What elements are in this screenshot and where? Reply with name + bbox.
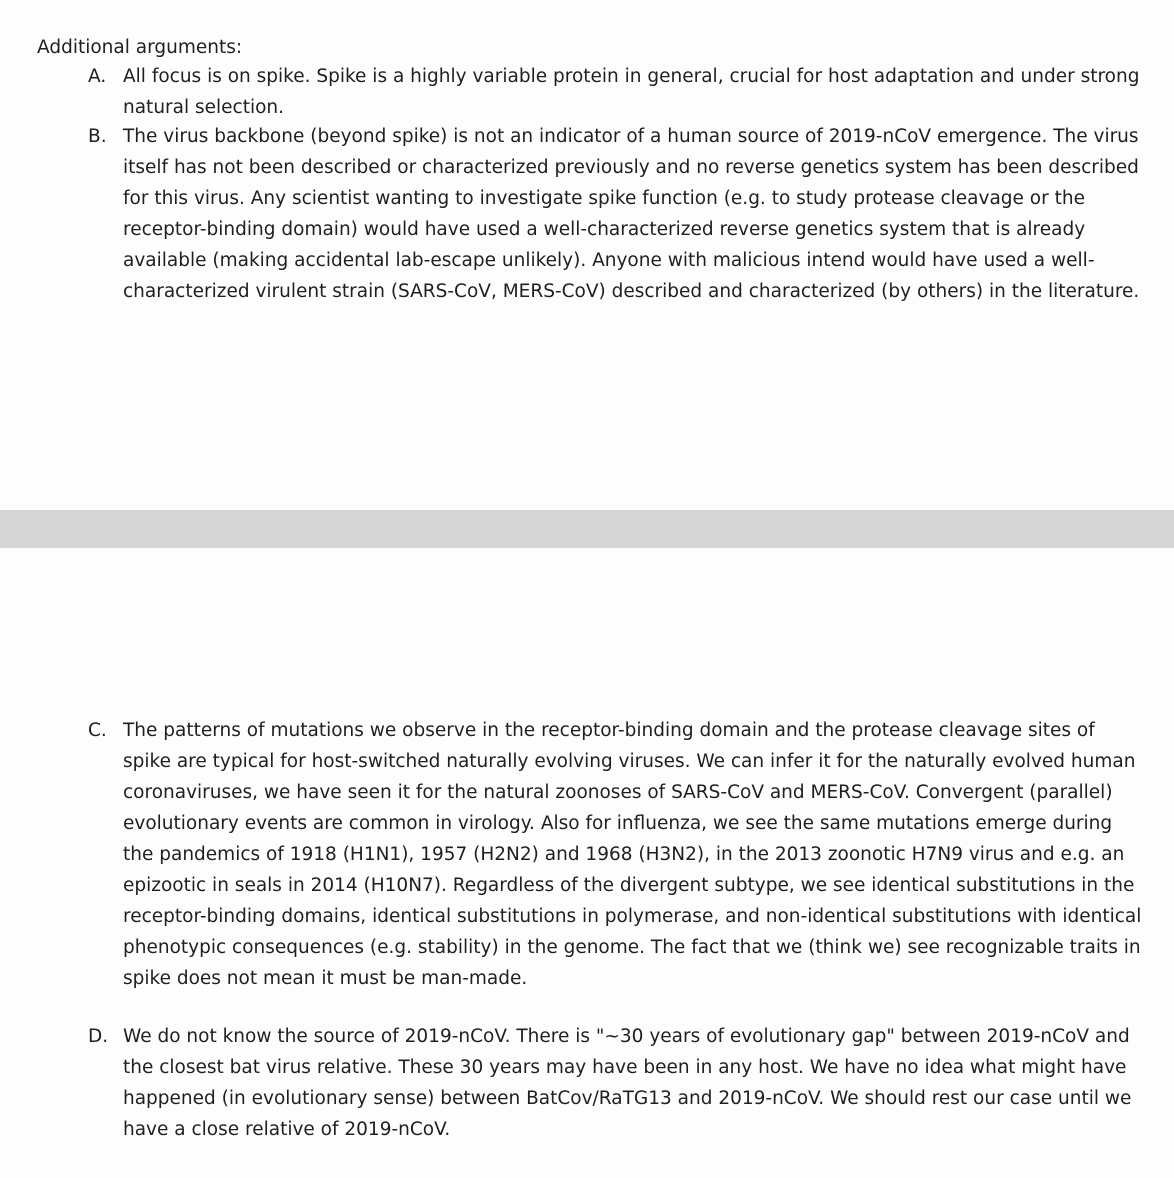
list-item-d	[88, 1021, 1148, 1145]
document-page-top	[0, 0, 1174, 510]
list-item-a	[88, 61, 1148, 123]
list-marker: B.	[88, 126, 107, 147]
page-separator	[0, 510, 1174, 548]
list-marker: A.	[88, 66, 107, 87]
list-item-text: The patterns of mutations we observe in the receptor-binding domain and the protease cleavage sites of spike are typical for host-switched naturally evolving viruses. We can infer it for the naturally evolved human coronaviruses, we have seen it for the natural zoonoses of SARS-CoV and MERS-CoV. Convergent (parallel) evolutionary events are common in virology. Also for influenza, we see the same mutations emerge during the pandemics of 1918 (H1N1), 1957 (H2N2) and 1968 (H3N2), in the 2013 zoonotic H7N9 virus and e.g. an epizootic in seals in 2014 (H10N7). Regardless of the divergent subtype, we see identical substitutions in the receptor-binding domains, identical substitutions in polymerase, and non-identical substitutions with identical phenotypic consequences (e.g. stability) in the genome. The fact that we (think we) see recognizable traits in spike does not mean it must be man-made.	[123, 720, 1142, 989]
list-item-text: We do not know the source of 2019-nCoV. There is "~30 years of evolutionary gap" between 2019-nCoV and the closest bat virus relative. These 30 years may have been in any host. We have no idea what might have happened (in evolutionary sense) between BatCov/RaTG13 and 2019-nCoV. We should rest our case until we have a close relative of 2019-nCoV.	[123, 1026, 1132, 1140]
list-item-b	[88, 121, 1148, 307]
list-item-text: The virus backbone (beyond spike) is not an indicator of a human source of 2019-nCoV emergence. The virus itself has not been described or characterized previously and no reverse genetics system has been described for this virus. Any scientist wanting to investigate spike function (e.g. to study protease cleavage or the receptor-binding domain) would have used a well-characterized reverse genetics system that is already available (making accidental lab-escape unlikely). Anyone with malicious intend would have used a well-characterized virulent strain (SARS-CoV, MERS-CoV) described and characterized (by others) in the literature.	[123, 126, 1140, 302]
list-marker: D.	[88, 1026, 109, 1047]
section-heading: Additional arguments:	[37, 37, 243, 58]
list-marker: C.	[88, 720, 107, 741]
list-item-c	[88, 715, 1148, 994]
list-item-text: All focus is on spike. Spike is a highly variable protein in general, crucial for host adaptation and under strong natural selection.	[123, 66, 1140, 118]
